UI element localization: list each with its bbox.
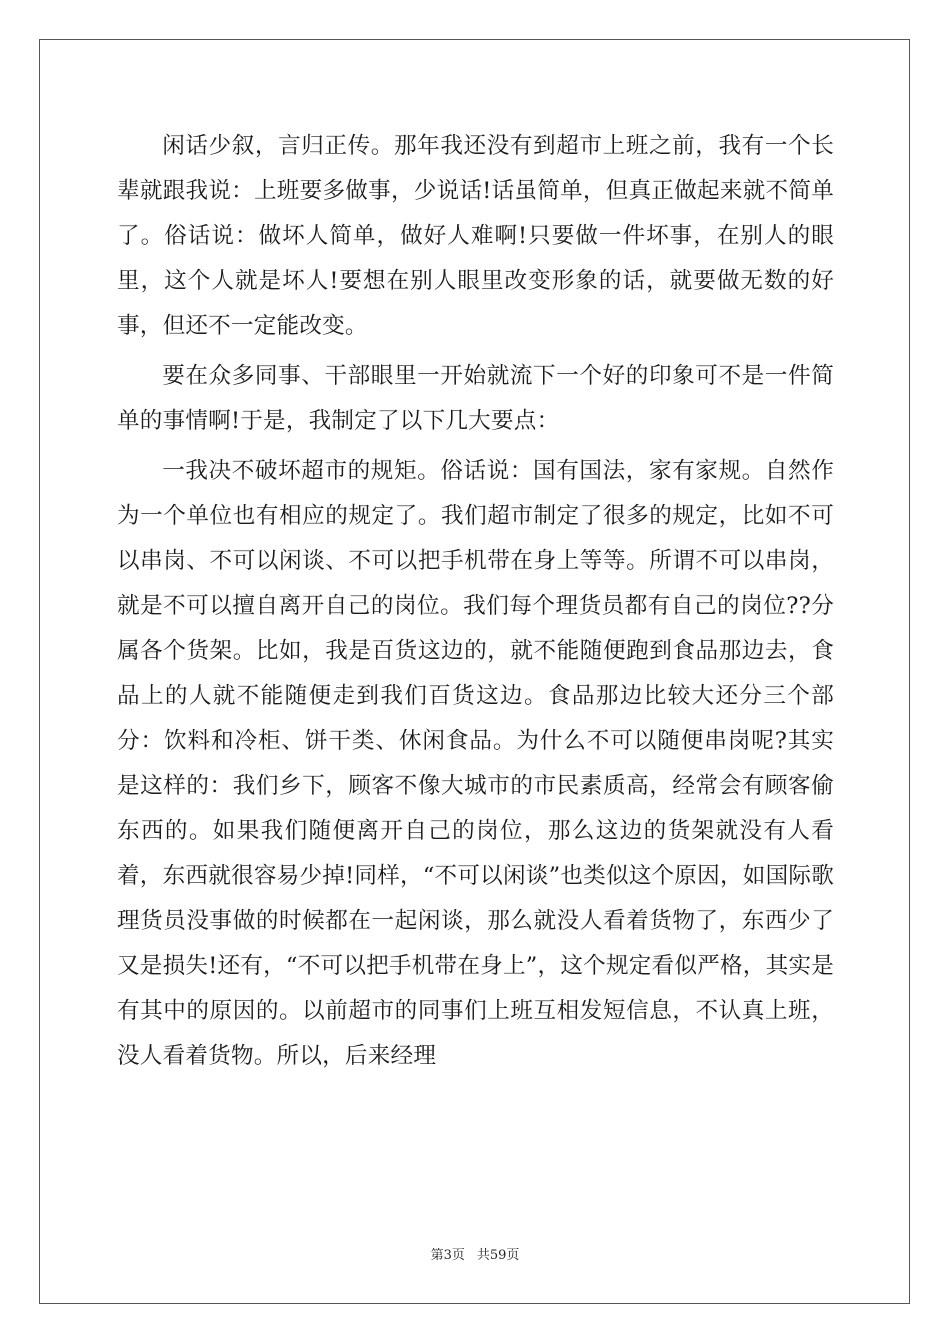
paragraph-2: 要在众多同事、干部眼里一开始就流下一个好的印象可不是一件简单的事情啊!于是，我制定了以下几大要点： bbox=[117, 363, 834, 434]
current-page-number: 第3页 bbox=[430, 1248, 465, 1263]
document-body bbox=[117, 124, 834, 1079]
page-footer bbox=[0, 1246, 950, 1266]
total-page-count: 共59页 bbox=[476, 1248, 520, 1263]
paragraph-1: 闲话少叙，言归正传。那年我还没有到超市上班之前，我有一个长辈就跟我说：上班要多做事，少说话!话虽简单，但真正做起来就不简单了。俗话说：做坏人简单，做好人难啊!只要做一件坏事，在别人的眼里，这个人就是坏人!要想在别人眼里改变形象的话，就要做无数的好事，但还不一定能改变。 bbox=[117, 133, 834, 339]
paragraph-3: 一我决不破坏超市的规矩。俗话说：国有国法，家有家规。自然作为一个单位也有相应的规定了。我们超市制定了很多的规定，比如不可以串岗、不可以闲谈、不可以把手机带在身上等等。所谓不可以串岗，就是不可以擅自离开自己的岗位。我们每个理货员都有自己的岗位??分属各个货架。比如，我是百货这边的，就不能随便跑到食品那边去，食品上的人就不能随便走到我们百货这边。食品那边比较大还分三个部分：饮料和冷柜、饼干类、休闲食品。为什么不可以随便串岗呢?其实是这样的：我们乡下，顾客不像大城市的市民素质高，经常会有顾客偷东西的。如果我们随便离开自己的岗位，那么这边的货架就没有人看着，东西就很容易少掉!同样，“不可以闲谈”也类似这个原因，如国际歌理货员没事做的时候都在一起闲谈，那么就没人看着货物了，东西少了又是损失!还有，“不可以把手机带在身上”，这个规定看似严格，其实是有其中的原因的。以前超市的同事们上班互相发短信息，不认真上班，没人看着货物。所以，后来经理 bbox=[117, 458, 834, 1069]
